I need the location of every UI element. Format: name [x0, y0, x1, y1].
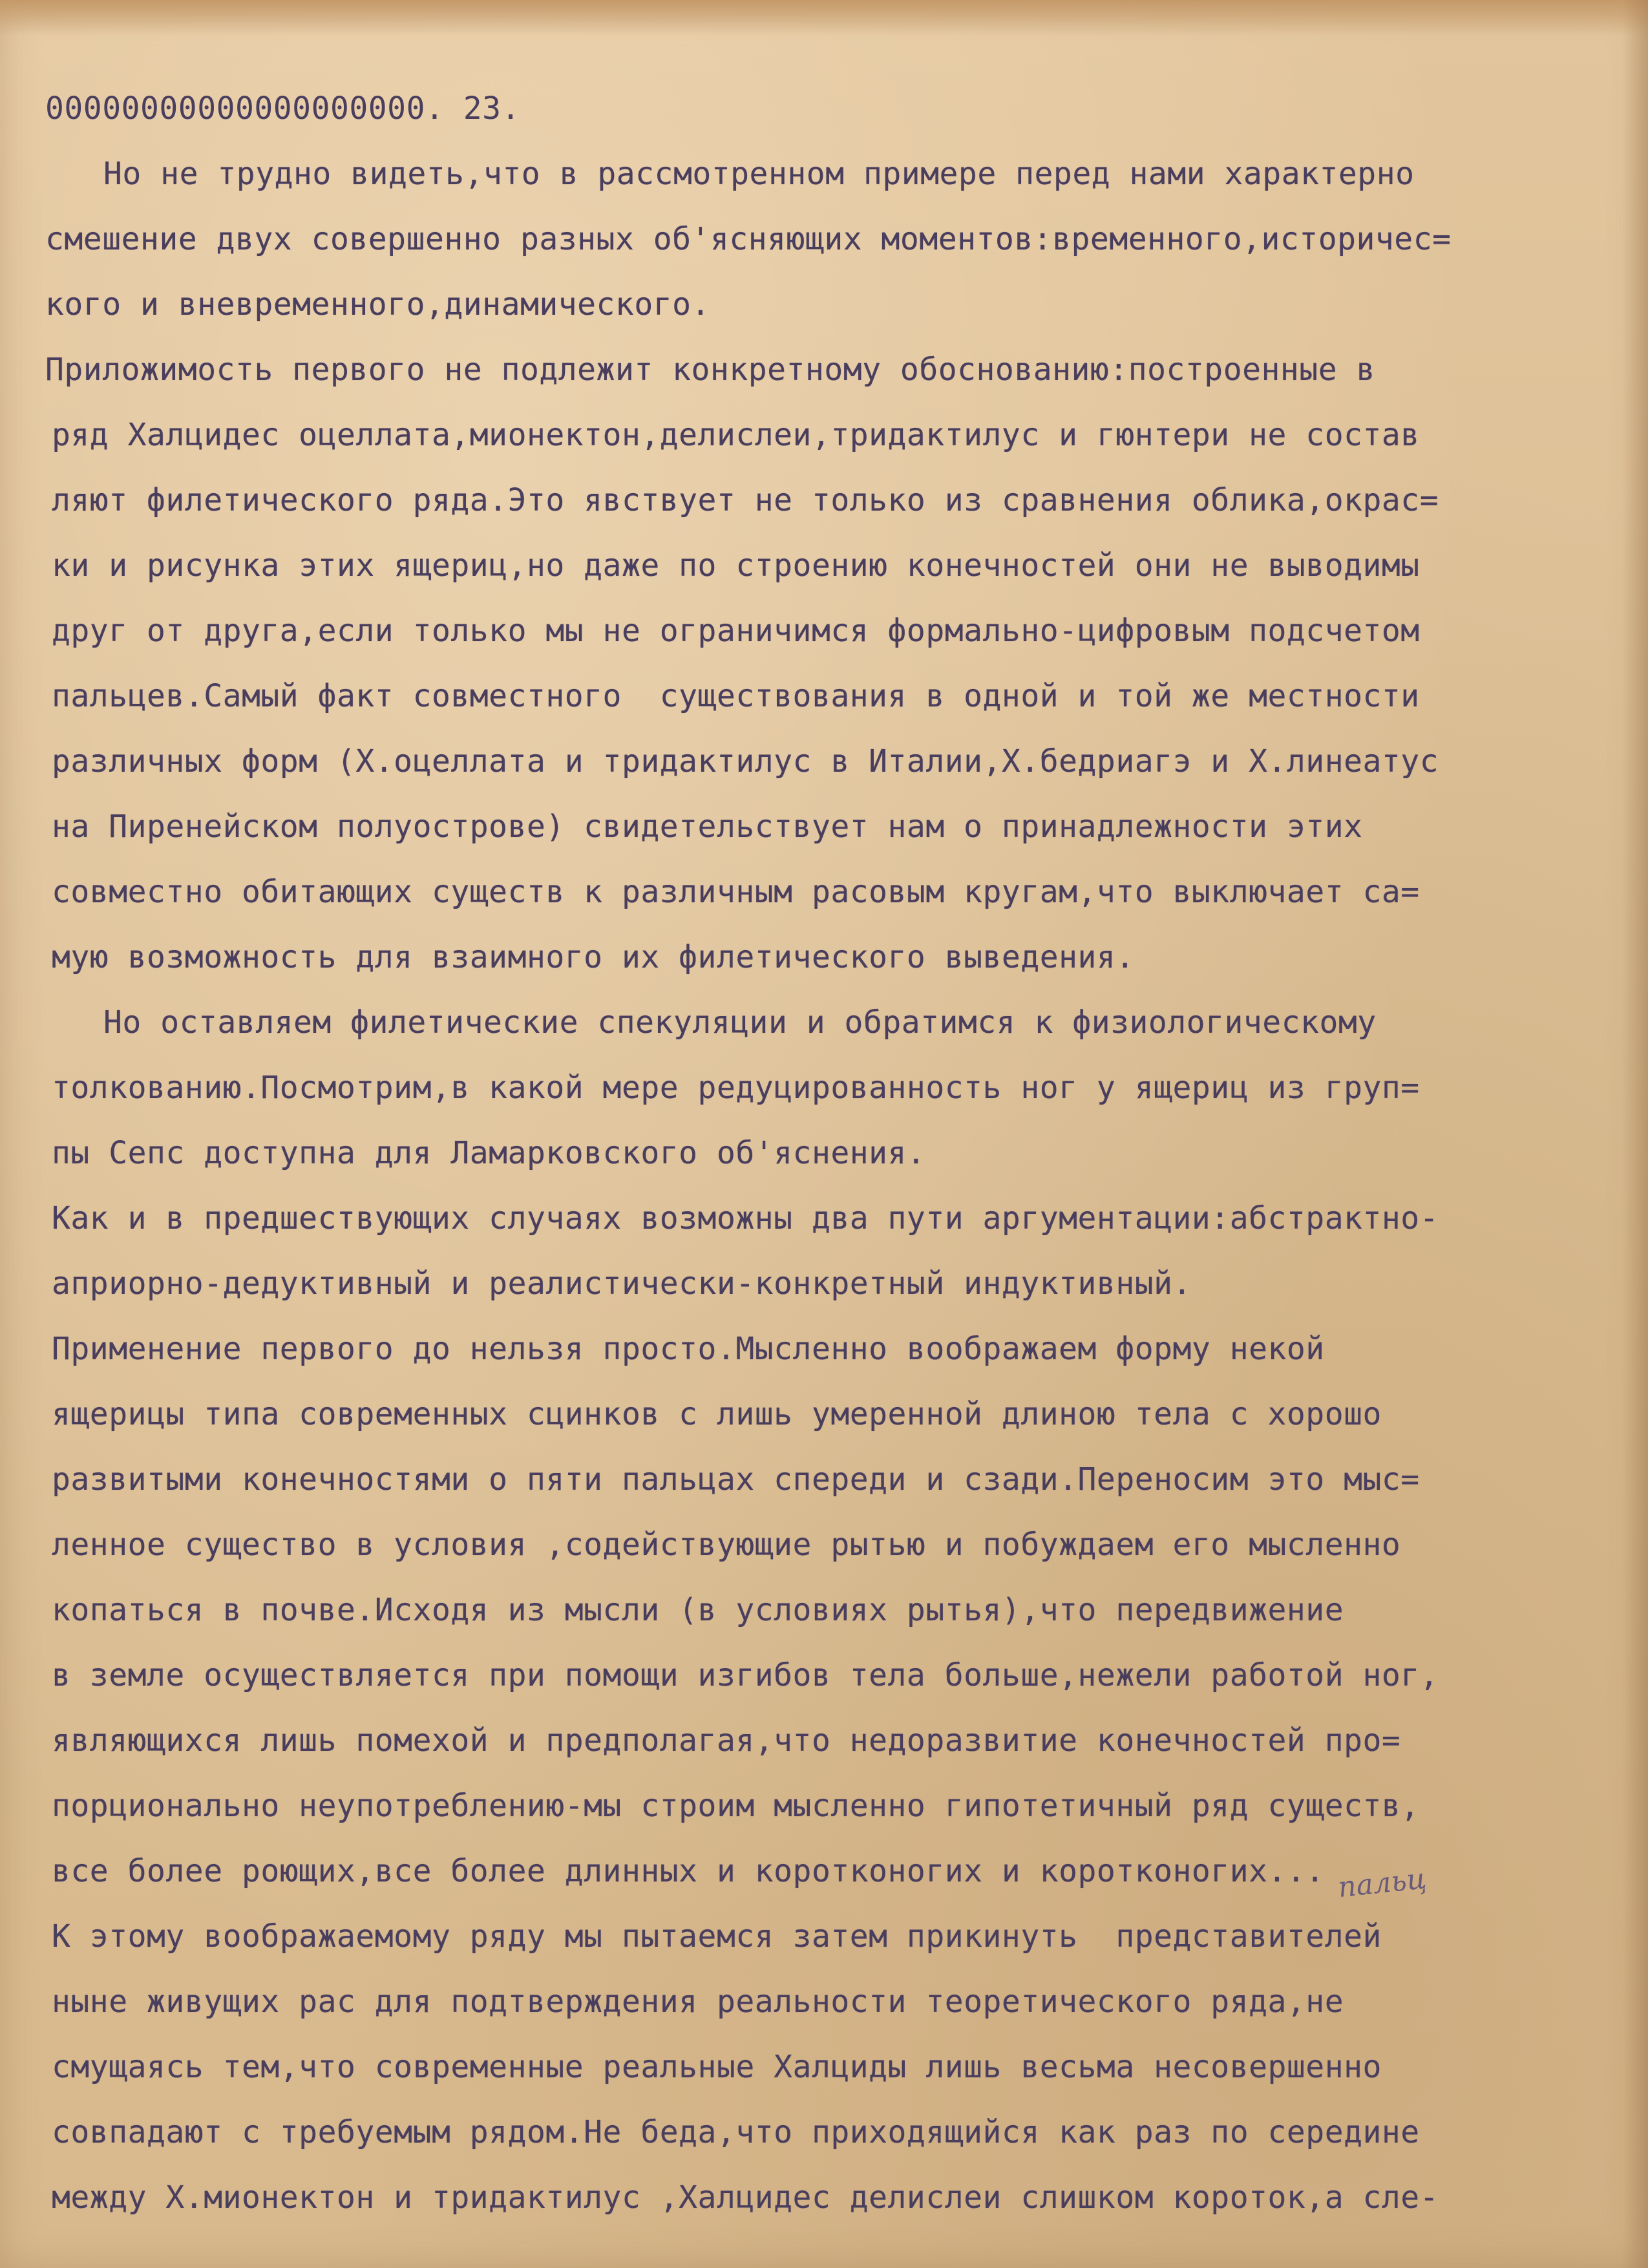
text-line: все более роющих,все более длинных и коротконогих и коротконогих... — [52, 1853, 1325, 1889]
text-line: копаться в почве.Исходя из мысли (в условиях рытья),что передвижение — [52, 1592, 1344, 1628]
text-line: Приложимость первого не подлежит конкретному обоснованию:построенные в — [45, 352, 1375, 388]
text-line: смущаясь тем,что современные реальные Халциды лишь весьма несовершенно — [52, 2049, 1382, 2085]
text-line: ныне живущих рас для подтверждения реальности теоретического ряда,не — [52, 1984, 1344, 2020]
text-line: совместно обитающих существ к различным расовым кругам,что выключает са= — [52, 874, 1420, 910]
text-line: смешение двух совершенно разных об'ясняющих моментов:временного,историчес= — [45, 221, 1452, 257]
text-line: толкованию.Посмотрим,в какой мере редуцированность ног у ящериц из груп= — [52, 1070, 1420, 1106]
text-line: ленное существо в условия ,содействующие рытью и побуждаем его мысленно — [52, 1527, 1401, 1563]
text-line: совпадают с требуемым рядом.Не беда,что приходящийся как раз по середине — [52, 2114, 1420, 2150]
text-line: являющихся лишь помехой и предполагая,что недоразвитие конечностей про= — [52, 1722, 1401, 1759]
text-line: кого и вневременного,динамического. — [45, 286, 710, 323]
text-line: Как и в предшествующих случаях возможны два пути аргументации:абстрактно- — [52, 1200, 1439, 1236]
handwritten-note: пальц — [1336, 1861, 1428, 1905]
page-right-edge — [1622, 0, 1648, 2268]
text-line: ляют филетического ряда.Это явствует не только из сравнения облика,окрас= — [52, 482, 1439, 518]
text-line: Применение первого до нельзя просто.Мысленно воображаем форму некой — [52, 1331, 1325, 1367]
text-line: различных форм (Х.оцеллата и тридактилус в Италии,Х.бедриагэ и Х.линеатус — [52, 743, 1439, 779]
text-line: в земле осуществляется при помощи изгибов тела больше,нежели работой ног, — [52, 1657, 1439, 1693]
text-line: мую возможность для взаимного их филетического выведения. — [52, 939, 1135, 975]
text-line: на Пиренейском полуострове) свидетельствует нам о принадлежности этих — [52, 809, 1363, 845]
text-line: порционально неупотреблению-мы строим мысленно гипотетичный ряд существ, — [52, 1788, 1420, 1824]
text-line: ящерицы типа современных сцинков с лишь умеренной длиною тела с хорошо — [52, 1396, 1382, 1432]
text-line: априорно-дедуктивный и реалистически-конкретный индуктивный. — [52, 1266, 1192, 1302]
page-top-edge — [0, 0, 1648, 36]
text-line: между Х.мионектон и тридактилус ,Халцидес делислеи слишком короток,а сле- — [52, 2179, 1439, 2216]
page-header: 00000000000000000000. 23. — [45, 90, 520, 127]
text-line: Но не трудно видеть,что в рассмотренном примере перед нами характерно — [103, 156, 1415, 192]
text-line: ки и рисунка этих ящериц,но даже по строению конечностей они не выводимы — [52, 547, 1420, 584]
text-line: пы Сепс доступна для Ламарковского об'яснения. — [52, 1135, 926, 1171]
text-line: пальцев.Самый факт совместного существования в одной и той же местности — [52, 678, 1420, 714]
text-line: друг от друга,если только мы не ограничимся формально-цифровым подсчетом — [52, 613, 1420, 649]
text-line: ряд Халцидес оцеллата,мионектон,делислеи,тридактилус и гюнтери не состав — [52, 417, 1420, 453]
text-line: К этому воображаемому ряду мы пытаемся затем прикинуть представителей — [52, 1918, 1382, 1955]
text-line: развитыми конечностями о пяти пальцах спереди и сзади.Переносим это мыс= — [52, 1461, 1420, 1498]
text-line: Но оставляем филетические спекуляции и обратимся к физиологическому — [103, 1004, 1377, 1041]
